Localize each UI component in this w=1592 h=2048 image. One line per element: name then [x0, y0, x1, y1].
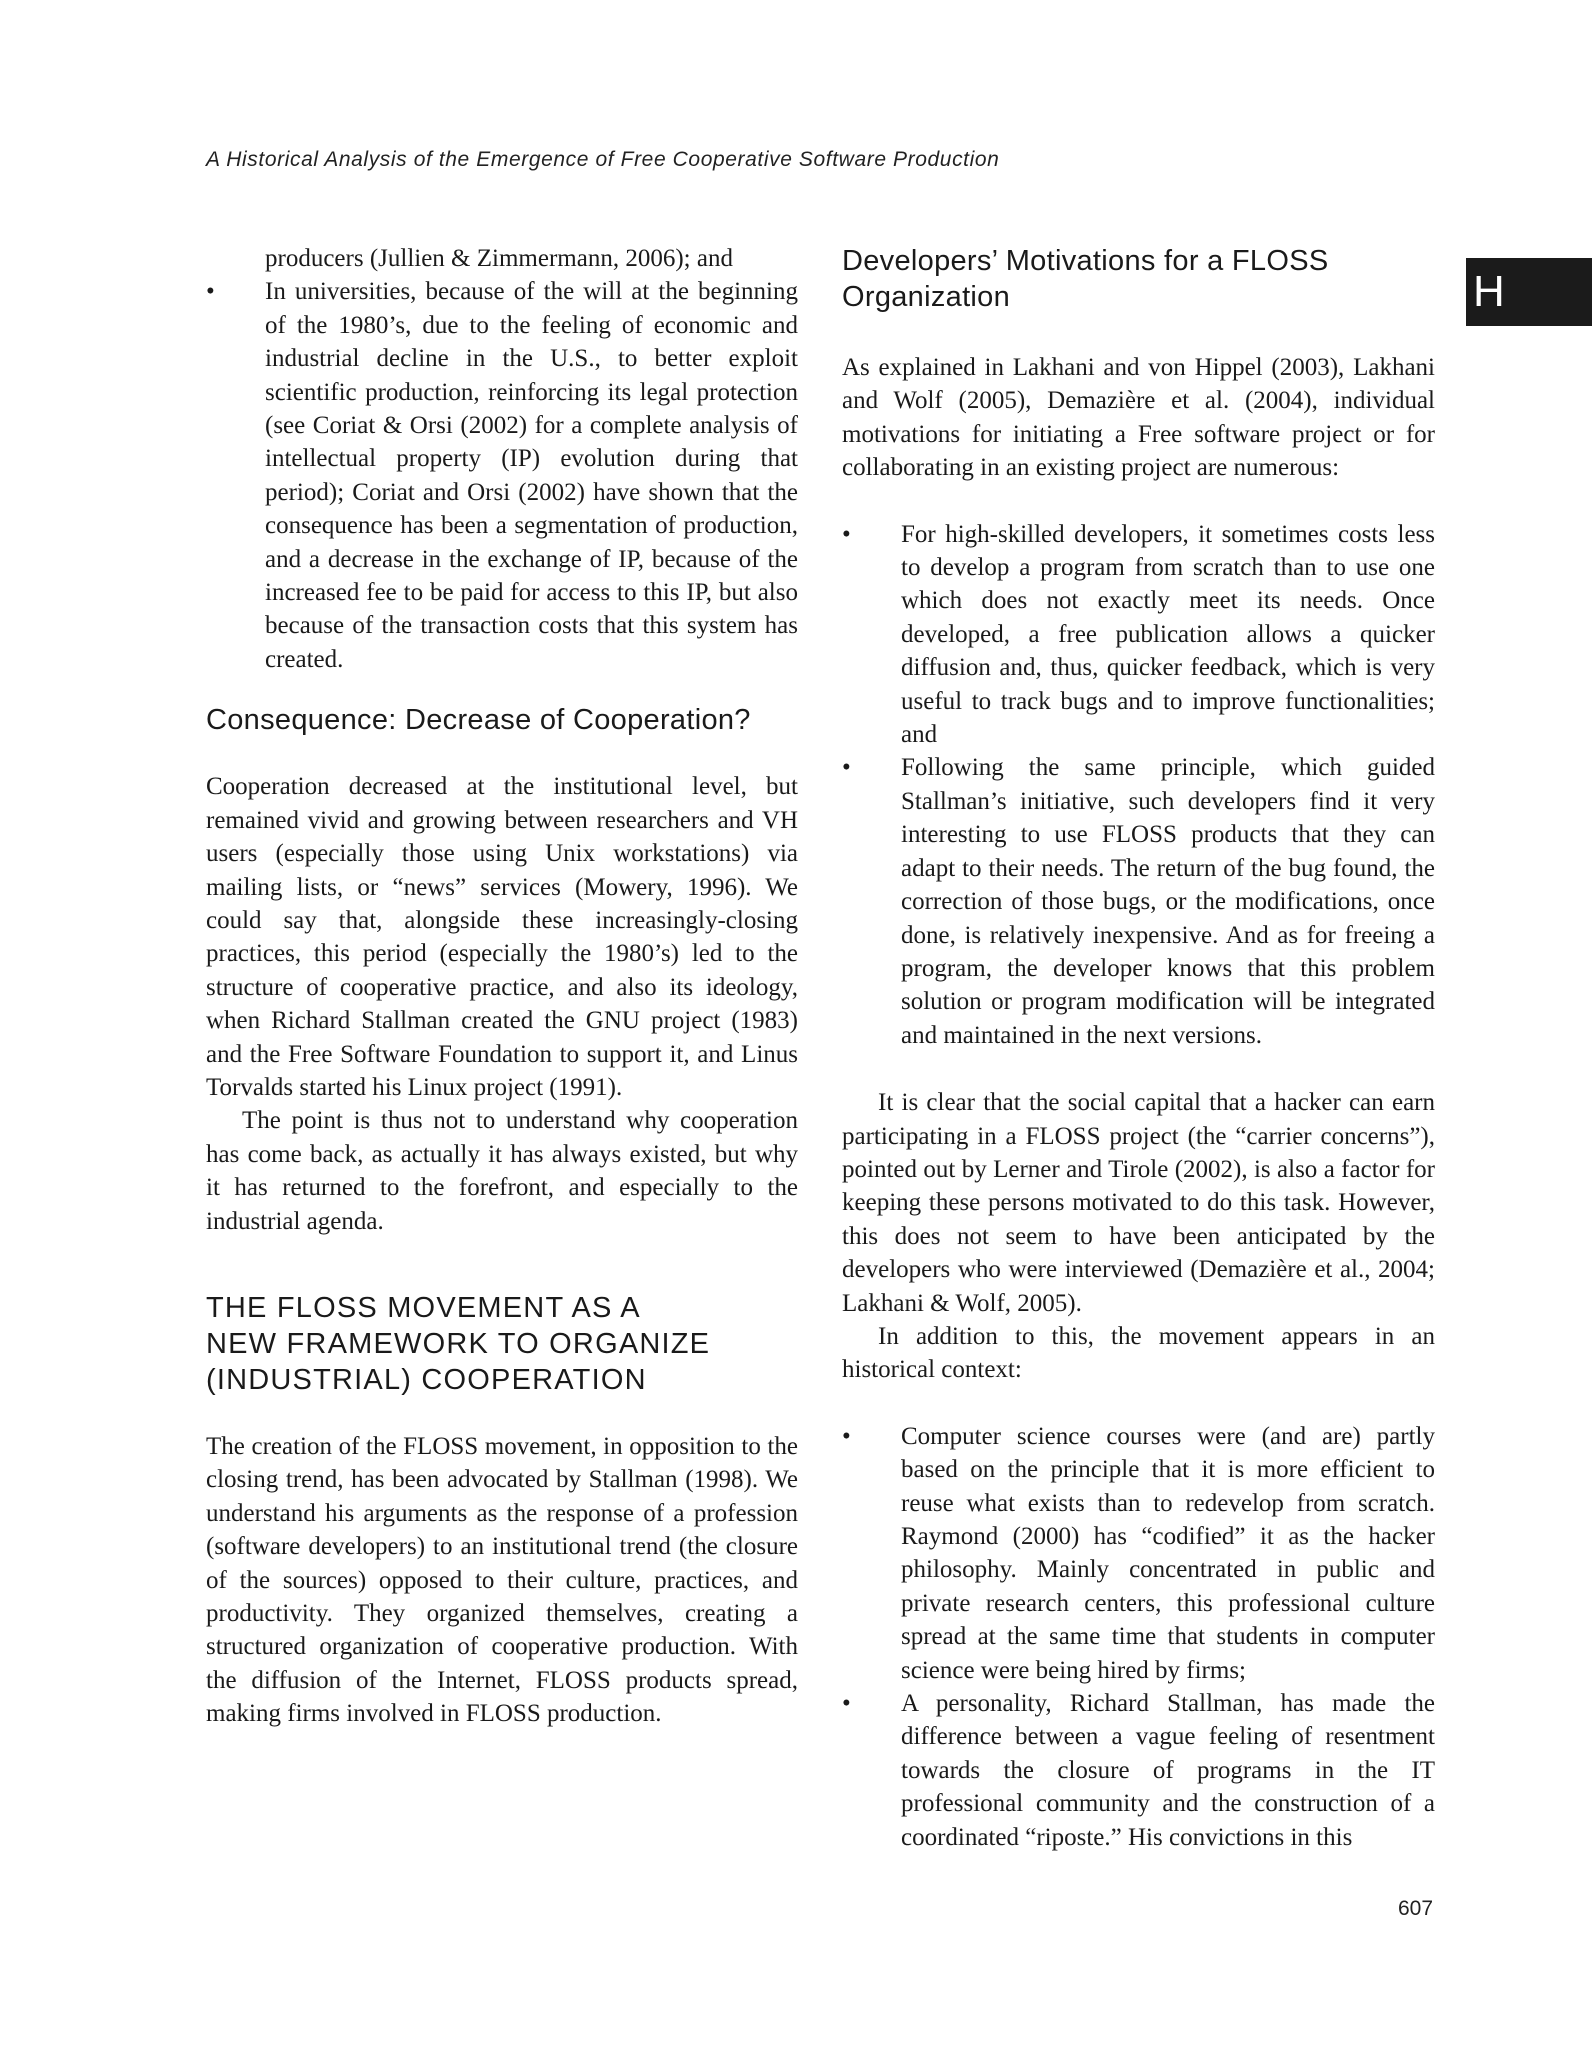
paragraph-social-capital: It is clear that the social capital that a hacker can earn participating in a FLOSS project (the “carrier concerns”), pointed out by Lerner and Tirole (2002), is also a factor for keeping these persons motivated to do this task. However, this does not seem to have been anticipated by the developers who were interviewed (Demazière et al., 2004; Lakhani & Wolf, 2005).: [842, 1089, 1435, 1317]
heading-floss-line-2: NEW FRAMEWORK TO ORGANIZE: [206, 1327, 711, 1360]
section-letter-tab: H: [1466, 258, 1592, 326]
paragraph-creation: The creation of the FLOSS movement, in opposition to the closing trend, has been advocated by Stallman (1998). We understand his arguments as the response of a profession (software developers) to an institutional trend (the closure of the sources) opposed to their culture, practices, and productivity. They organized themselves, creating a structured organization of cooperative production. With the diffusion of the Internet, FLOSS products spread, making firms involved in FLOSS production.: [206, 1432, 798, 1728]
bullet-high-skilled: • For high-skilled developers, it sometimes costs less to develop a program from scratch than to use one which does not exactly meet its needs. Once developed, a free publication allows a quicker diffusion and, thus, quicker feedback, which is very useful to track bugs and to improve functionalities; and: [842, 518, 1435, 752]
heading-consequence: Consequence: Decrease of Cooperation?: [206, 704, 751, 737]
right-column: [842, 242, 1435, 1854]
running-header: A Historical Analysis of the Emergence of Free Cooperative Software Production: [206, 148, 1000, 171]
paragraph-in-addition: In addition to this, the movement appears in an historical context:: [842, 1322, 1435, 1384]
bullet-courses: • Computer science courses were (and are) partly based on the principle that it is more efficient to reuse what exists than to redevelop from scratch. Raymond (2000) has “codified” it as the hacker philosophy. Mainly concentrated in public and private research centers, this professional culture spread at the same time that students in computer science were being hired by firms;: [842, 1420, 1435, 1687]
bullet-personality: • A personality, Richard Stallman, has made the difference between a vague feeling of resentment towards the closure of programs in the IT professional community and the construction of a coordinated “riposte.” His convictions in this: [842, 1687, 1435, 1854]
context-bullet-list: [842, 1420, 1435, 1854]
continued-bullet-text: producers (Jullien & Zimmermann, 2006); and: [265, 245, 733, 272]
heading-motivations: [842, 243, 1435, 315]
page-number: 607: [1398, 1897, 1434, 1920]
heading-floss-movement: [206, 1290, 798, 1398]
heading-floss-line-1: THE FLOSS MOVEMENT AS A: [206, 1291, 641, 1324]
heading-motivations-line-1: Developers’ Motivations for a FLOSS: [842, 245, 1329, 277]
left-column: [206, 242, 798, 1731]
left-bullet-list: [206, 275, 798, 676]
motivation-bullet-list: [842, 518, 1435, 1053]
bullet-universities: • In universities, because of the will at the beginning of the 1980’s, due to the feeling of economic and industrial decline in the U.S., to better exploit scientific production, reinforcing its legal protection (see Coriat & Orsi (2002) for a complete analysis of intellectual property (IP) evolution during that period); Coriat and Orsi (2002) have shown that the consequence has been a segmentation of production, and a decrease in the exchange of IP, because of the increased fee to be paid for access to this IP, but also because of the transaction costs that this system has created.: [206, 275, 798, 676]
paragraph-point: The point is thus not to understand why cooperation has come back, as actually it has always existed, but why it has returned to the forefront, and especially to the industrial agenda.: [206, 1107, 798, 1235]
paragraph-explained: As explained in Lakhani and von Hippel (2003), Lakhani and Wolf (2005), Demazière et al. (2004), individual motivations for initiating a Free software project or for collaborating in an existing project are numerous:: [842, 354, 1435, 482]
heading-motivations-line-2: Organization: [842, 281, 1011, 313]
paragraph-cooperation: Cooperation decreased at the institutional level, but remained vivid and growing between researchers and VH users (especially those using Unix workstations) via mailing lists, or “news” services (Mowery, 1996). We could say that, alongside these increasingly-closing practices, this period (especially the 1980’s) led to the structure of cooperative practice, and also its ideology, when Richard Stallman created the GNU project (1983) and the Free Software Foundation to support it, and Linus Torvalds started his Linux project (1991).: [206, 773, 798, 1101]
bullet-following: • Following the same principle, which guided Stallman’s initiative, such developers find it very interesting to use FLOSS products that they can adapt to their needs. The return of the bug found, the correction of those bugs, or the modifications, once done, is relatively inexpensive. And as for freeing a program, the developer knows that this problem solution or program modification will be integrated and maintained in the next versions.: [842, 751, 1435, 1052]
heading-floss-line-3: (INDUSTRIAL) COOPERATION: [206, 1363, 647, 1396]
